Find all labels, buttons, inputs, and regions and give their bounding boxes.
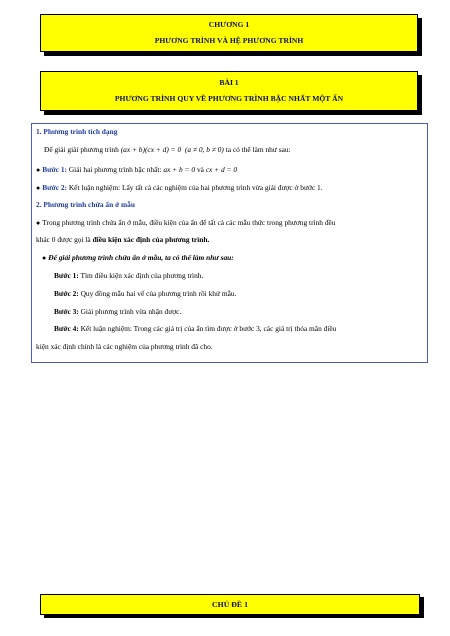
bullet-icon: ● [36, 166, 41, 174]
section2-heading: 2. Phương trình chứa ẩn ở mẫu [36, 200, 135, 209]
section2-para1-line1: ● Trong phương trình chứa ẩn ở mẫu, điều kiện của ẩn để tất cả các mẫu thức trong phương trình đều [36, 218, 336, 227]
equation-condition: (a ≠ 0, b ≠ 0) [184, 145, 224, 154]
bullet-icon: ● [36, 219, 41, 227]
section1-step1: ● Bước 1: Giải hai phương trình bậc nhất: ax + b = 0 và cx + d = 0 [36, 165, 238, 174]
section2-method: ● Để giải phương trình chứa ẩn ở mẫu, ta có thể làm như sau: [42, 253, 234, 262]
section2-step4-line2: kiện xác định chính là các nghiệm của phương trình đã cho. [36, 342, 213, 351]
lesson-banner [40, 71, 418, 111]
lesson-title: PHƯƠNG TRÌNH QUY VỀ PHƯƠNG TRÌNH BẬC NHẤT MỘT ẨN [114, 94, 344, 103]
section1-heading: 1. Phương trình tích dạng [36, 127, 118, 136]
chapter-title: PHƯƠNG TRÌNH VÀ HỆ PHƯƠNG TRÌNH [154, 36, 304, 45]
chapter-banner [40, 14, 418, 52]
bullet-icon: ● [36, 184, 41, 192]
section2-step1: Bước 1: Tìm điều kiện xác định của phương trình. [54, 271, 204, 280]
section2-para1-line2: khác 0 được gọi là điều kiện xác định của phương trình. [36, 235, 210, 244]
section2-step2: Bước 2: Quy đồng mẫu hai vế của phương trình rồi khử mẫu. [54, 289, 237, 298]
bullet-icon: ● [42, 254, 47, 262]
equation: (ax + b)(cx + d) = 0 [120, 145, 182, 154]
footer-banner: CHỦ ĐỀ 1 [40, 594, 420, 615]
chapter-number: CHƯƠNG 1 [208, 20, 250, 29]
section2-step3: Bước 3: Giải phương trình vừa nhận được. [54, 307, 182, 316]
section1-step2: ● Bước 2: Kết luận nghiệm: Lấy tất cả các nghiệm của hai phương trình vừa giải được ở bước 1. [36, 183, 323, 192]
section2-step4: Bước 4: Kết luận nghiệm: Trong các giá trị của ẩn tìm được ở bước 3, các giá trị thỏa mãn điều [54, 324, 337, 333]
section1-intro: Để giải giải phương trình (ax + b)(cx + d) = 0 (a ≠ 0, b ≠ 0) ta có thể làm như sau: [44, 145, 291, 154]
lesson-number: BÀI 1 [219, 78, 239, 87]
